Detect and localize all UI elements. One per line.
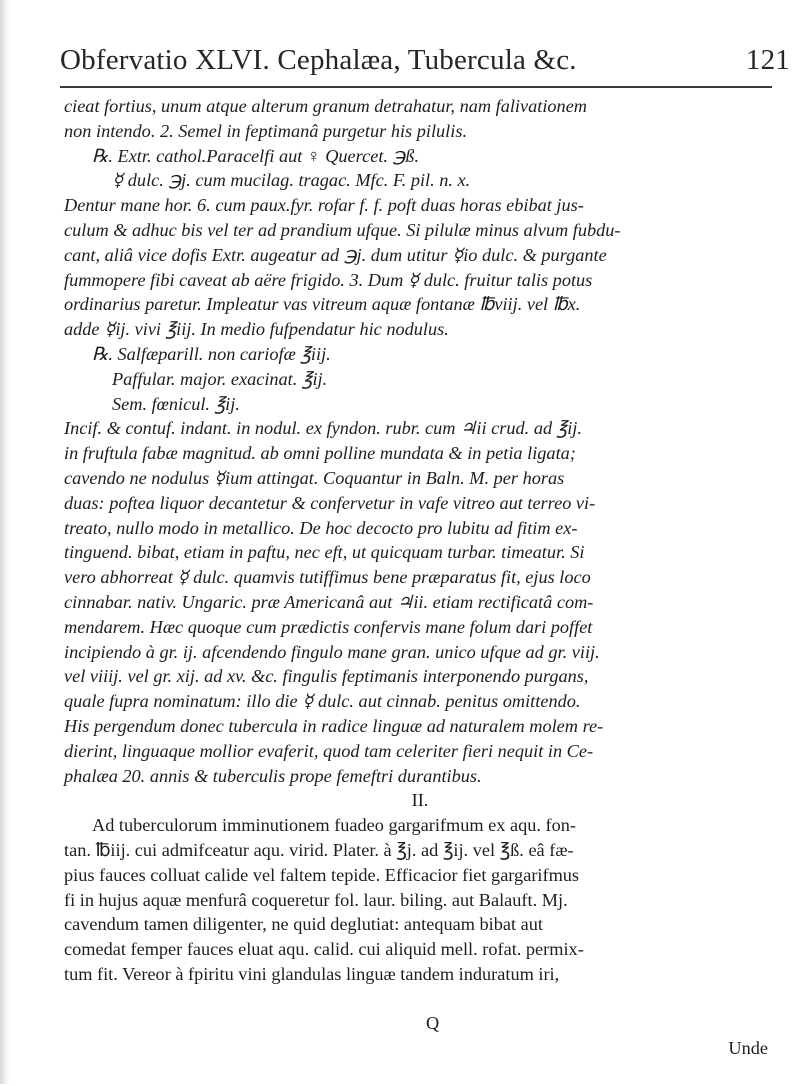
text-line: cant, aliâ vice dofis Extr. augeatur ad ℈j. dum utitur ☿io dulc. & purgante bbox=[64, 244, 607, 265]
text-line: cinnabar. nativ. Ungaric. præ Americanâ aut ♃ii. etiam rectificatâ com- bbox=[64, 591, 594, 612]
text-line: fummopere fibi caveat ab aëre frigido. 3. Dum ☿ dulc. fruitur talis potus bbox=[64, 269, 593, 290]
page-number: 121 bbox=[745, 44, 790, 76]
page-footer bbox=[64, 987, 776, 1059]
text-line: incipiendo à gr. ij. afcendendo fingulo mane gran. unico ufque ad gr. viij. bbox=[64, 641, 600, 662]
text-line: comedat femper fauces eluat aqu. calid. cui aliquid mell. rofat. permix- bbox=[64, 939, 584, 960]
text-line: tinguend. bibat, etiam in paftu, nec eft, ut quicquam turbar. timeatur. Si bbox=[64, 542, 585, 563]
text-line: vero abhorreat ☿ dulc. quamvis tutiffimus bene præparatus fit, ejus loco bbox=[64, 567, 591, 588]
body-text bbox=[64, 94, 776, 1059]
text-line: Ad tuberculorum imminutionem fuadeo gargarifmum ex aqu. fon- bbox=[92, 815, 576, 836]
prescription-line: ℞. Extr. cathol.Paracelfi aut ♀ Quercet. ℈ß. bbox=[92, 145, 420, 166]
text-line: treato, nullo modo in metallico. De hoc decocto pro lubitu ad fitim ex- bbox=[64, 517, 578, 538]
text-line: non intendo. 2. Semel in feptimanâ purgetur his pilulis. bbox=[64, 120, 468, 141]
binding-shadow bbox=[0, 0, 10, 1084]
text-line: ordinarius paretur. Impleatur vas vitreum aquæ fontanæ ℔viij. vel ℔x. bbox=[64, 294, 581, 315]
text-line: duas: poftea liquor decantetur & confervetur in vafe vitreo aut terreo vi- bbox=[64, 492, 596, 513]
catchword: Unde bbox=[728, 1038, 768, 1059]
text-line: mendarem. Hæc quoque cum prædictis confervis mane folum dari poffet bbox=[64, 616, 593, 637]
text-line: cavendum tamen diligenter, ne quid deglutiat: antequam bibat aut bbox=[64, 914, 543, 935]
prescription-line: ☿ dulc. ℈j. cum mucilag. tragac. Mfc. F. pil. n. x. bbox=[112, 170, 471, 191]
text-line: fi in hujus aquæ menfurâ coqueretur fol. laur. biling. aut Balauft. Mj. bbox=[64, 889, 568, 910]
text-line: Incif. & contuf. indant. in nodul. ex fyndon. rubr. cum ♃ii crud. ad ℥ij. bbox=[64, 418, 582, 439]
running-head bbox=[60, 40, 790, 80]
text-line: tan. ℔iij. cui admifceatur aqu. virid. Plater. à ℥j. ad ℥ij. vel ℥ß. eâ fæ- bbox=[64, 839, 574, 860]
prescription-line: Paffular. major. exacinat. ℥ij. bbox=[112, 368, 328, 389]
prescription-line: ℞. Salfæparill. non cariofæ ℥iij. bbox=[92, 343, 331, 364]
text-line: adde ☿ij. vivi ℥iij. In medio fufpendatur hic nodulus. bbox=[64, 319, 449, 340]
text-line: pius fauces colluat calide vel faltem tepide. Efficacior fiet gargarifmus bbox=[64, 864, 580, 885]
header-rule bbox=[60, 86, 772, 88]
text-line: quale fupra nominatum: illo die ☿ dulc. aut cinnab. penitus omittendo. bbox=[64, 691, 581, 712]
section-number: II. bbox=[411, 790, 429, 811]
text-line: cieat fortius, unum atque alterum granum detrahatur, nam falivationem bbox=[64, 96, 588, 116]
book-page bbox=[60, 40, 790, 1059]
text-line: cavendo ne nodulus ☿ium attingat. Coquantur in Baln. M. per horas bbox=[64, 467, 565, 488]
text-line: phalæa 20. annis & tuberculis prope femeftri durantibus. bbox=[64, 765, 482, 786]
text-line: in fruftula fabæ magnitud. ab omni polline mundata & in petia ligata; bbox=[64, 443, 576, 464]
text-line: dierint, linguaque mollior evaferit, quod tam celeriter fieri nequit in Ce- bbox=[64, 740, 594, 761]
running-title: Obfervatio XLVI. Cephalæa, Tubercula &c. bbox=[60, 44, 577, 76]
text-line: vel viiij. vel gr. xij. ad xv. &c. fingulis feptimanis interponendo purgans, bbox=[64, 666, 589, 687]
text-line: Dentur mane hor. 6. cum paux.fyr. rofar f. f. poft duas horas ebibat jus- bbox=[64, 195, 584, 216]
text-line: culum & adhuc bis vel ter ad prandium ufque. Si pilulæ minus alvum fubdu- bbox=[64, 219, 621, 240]
text-line: tum fit. Vereor à fpiritu vini glandulas linguæ tandem induratum iri, bbox=[64, 963, 560, 984]
prescription-line: Sem. fœnicul. ℥ij. bbox=[112, 393, 240, 414]
text-line: His pergendum donec tubercula in radice linguæ ad naturalem molem re- bbox=[64, 715, 604, 736]
signature-mark: Q bbox=[426, 1013, 440, 1034]
